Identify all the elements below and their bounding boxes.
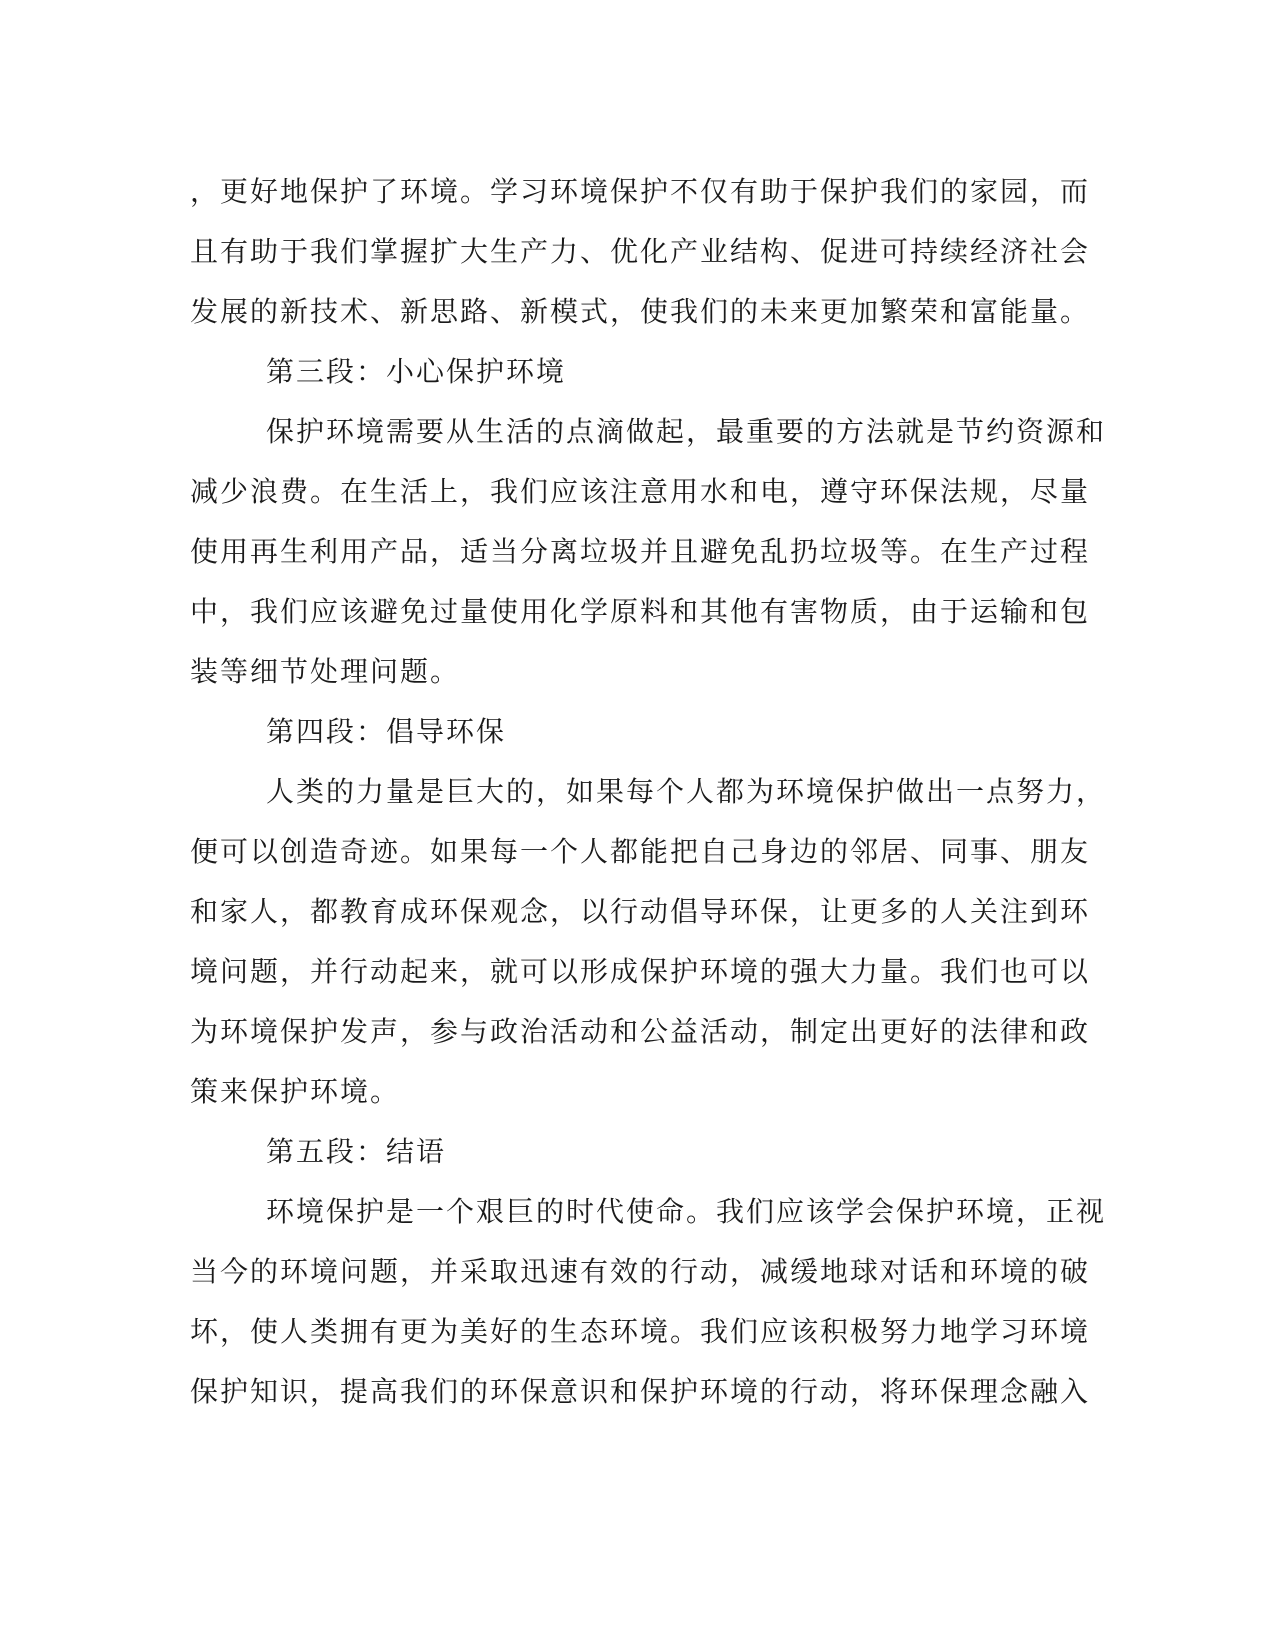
section-heading-3: 第三段：小心保护环境 — [266, 355, 567, 388]
text-line: 使用再生利用产品，适当分离垃圾并且避免乱扔垃圾等。在生产过程 — [190, 535, 1091, 568]
text-line: 中，我们应该避免过量使用化学原料和其他有害物质，由于运输和包 — [190, 595, 1091, 628]
text-line: 环境保护是一个艰巨的时代使命。我们应该学会保护环境，正视 — [266, 1195, 1107, 1228]
text-line: 人类的力量是巨大的，如果每个人都为环境保护做出一点努力， — [266, 775, 1107, 808]
text-line: 和家人，都教育成环保观念，以行动倡导环保，让更多的人关注到环 — [190, 895, 1091, 928]
text-line: 保护知识，提高我们的环保意识和保护环境的行动，将环保理念融入 — [190, 1375, 1091, 1408]
text-line: 当今的环境问题，并采取迅速有效的行动，减缓地球对话和环境的破 — [190, 1255, 1091, 1288]
text-line: 境问题，并行动起来，就可以形成保护环境的强大力量。我们也可以 — [190, 955, 1091, 988]
text-line: 保护环境需要从生活的点滴做起，最重要的方法就是节约资源和 — [266, 415, 1107, 448]
section-heading-4: 第四段：倡导环保 — [266, 715, 507, 748]
text-line: 为环境保护发声，参与政治活动和公益活动，制定出更好的法律和政 — [190, 1015, 1091, 1048]
text-line: 坏，使人类拥有更为美好的生态环境。我们应该积极努力地学习环境 — [190, 1315, 1091, 1348]
text-line: 装等细节处理问题。 — [190, 655, 461, 688]
text-line: ，更好地保护了环境。学习环境保护不仅有助于保护我们的家园，而 — [190, 175, 1091, 208]
text-line: 策来保护环境。 — [190, 1075, 401, 1108]
text-line: 且有助于我们掌握扩大生产力、优化产业结构、促进可持续经济社会 — [190, 235, 1091, 268]
section-heading-5: 第五段：结语 — [266, 1135, 447, 1168]
document-body — [190, 162, 1107, 1422]
text-line: 发展的新技术、新思路、新模式，使我们的未来更加繁荣和富能量。 — [190, 295, 1091, 328]
text-line: 减少浪费。在生活上，我们应该注意用水和电，遵守环保法规，尽量 — [190, 475, 1091, 508]
text-line: 便可以创造奇迹。如果每一个人都能把自己身边的邻居、同事、朋友 — [190, 835, 1091, 868]
